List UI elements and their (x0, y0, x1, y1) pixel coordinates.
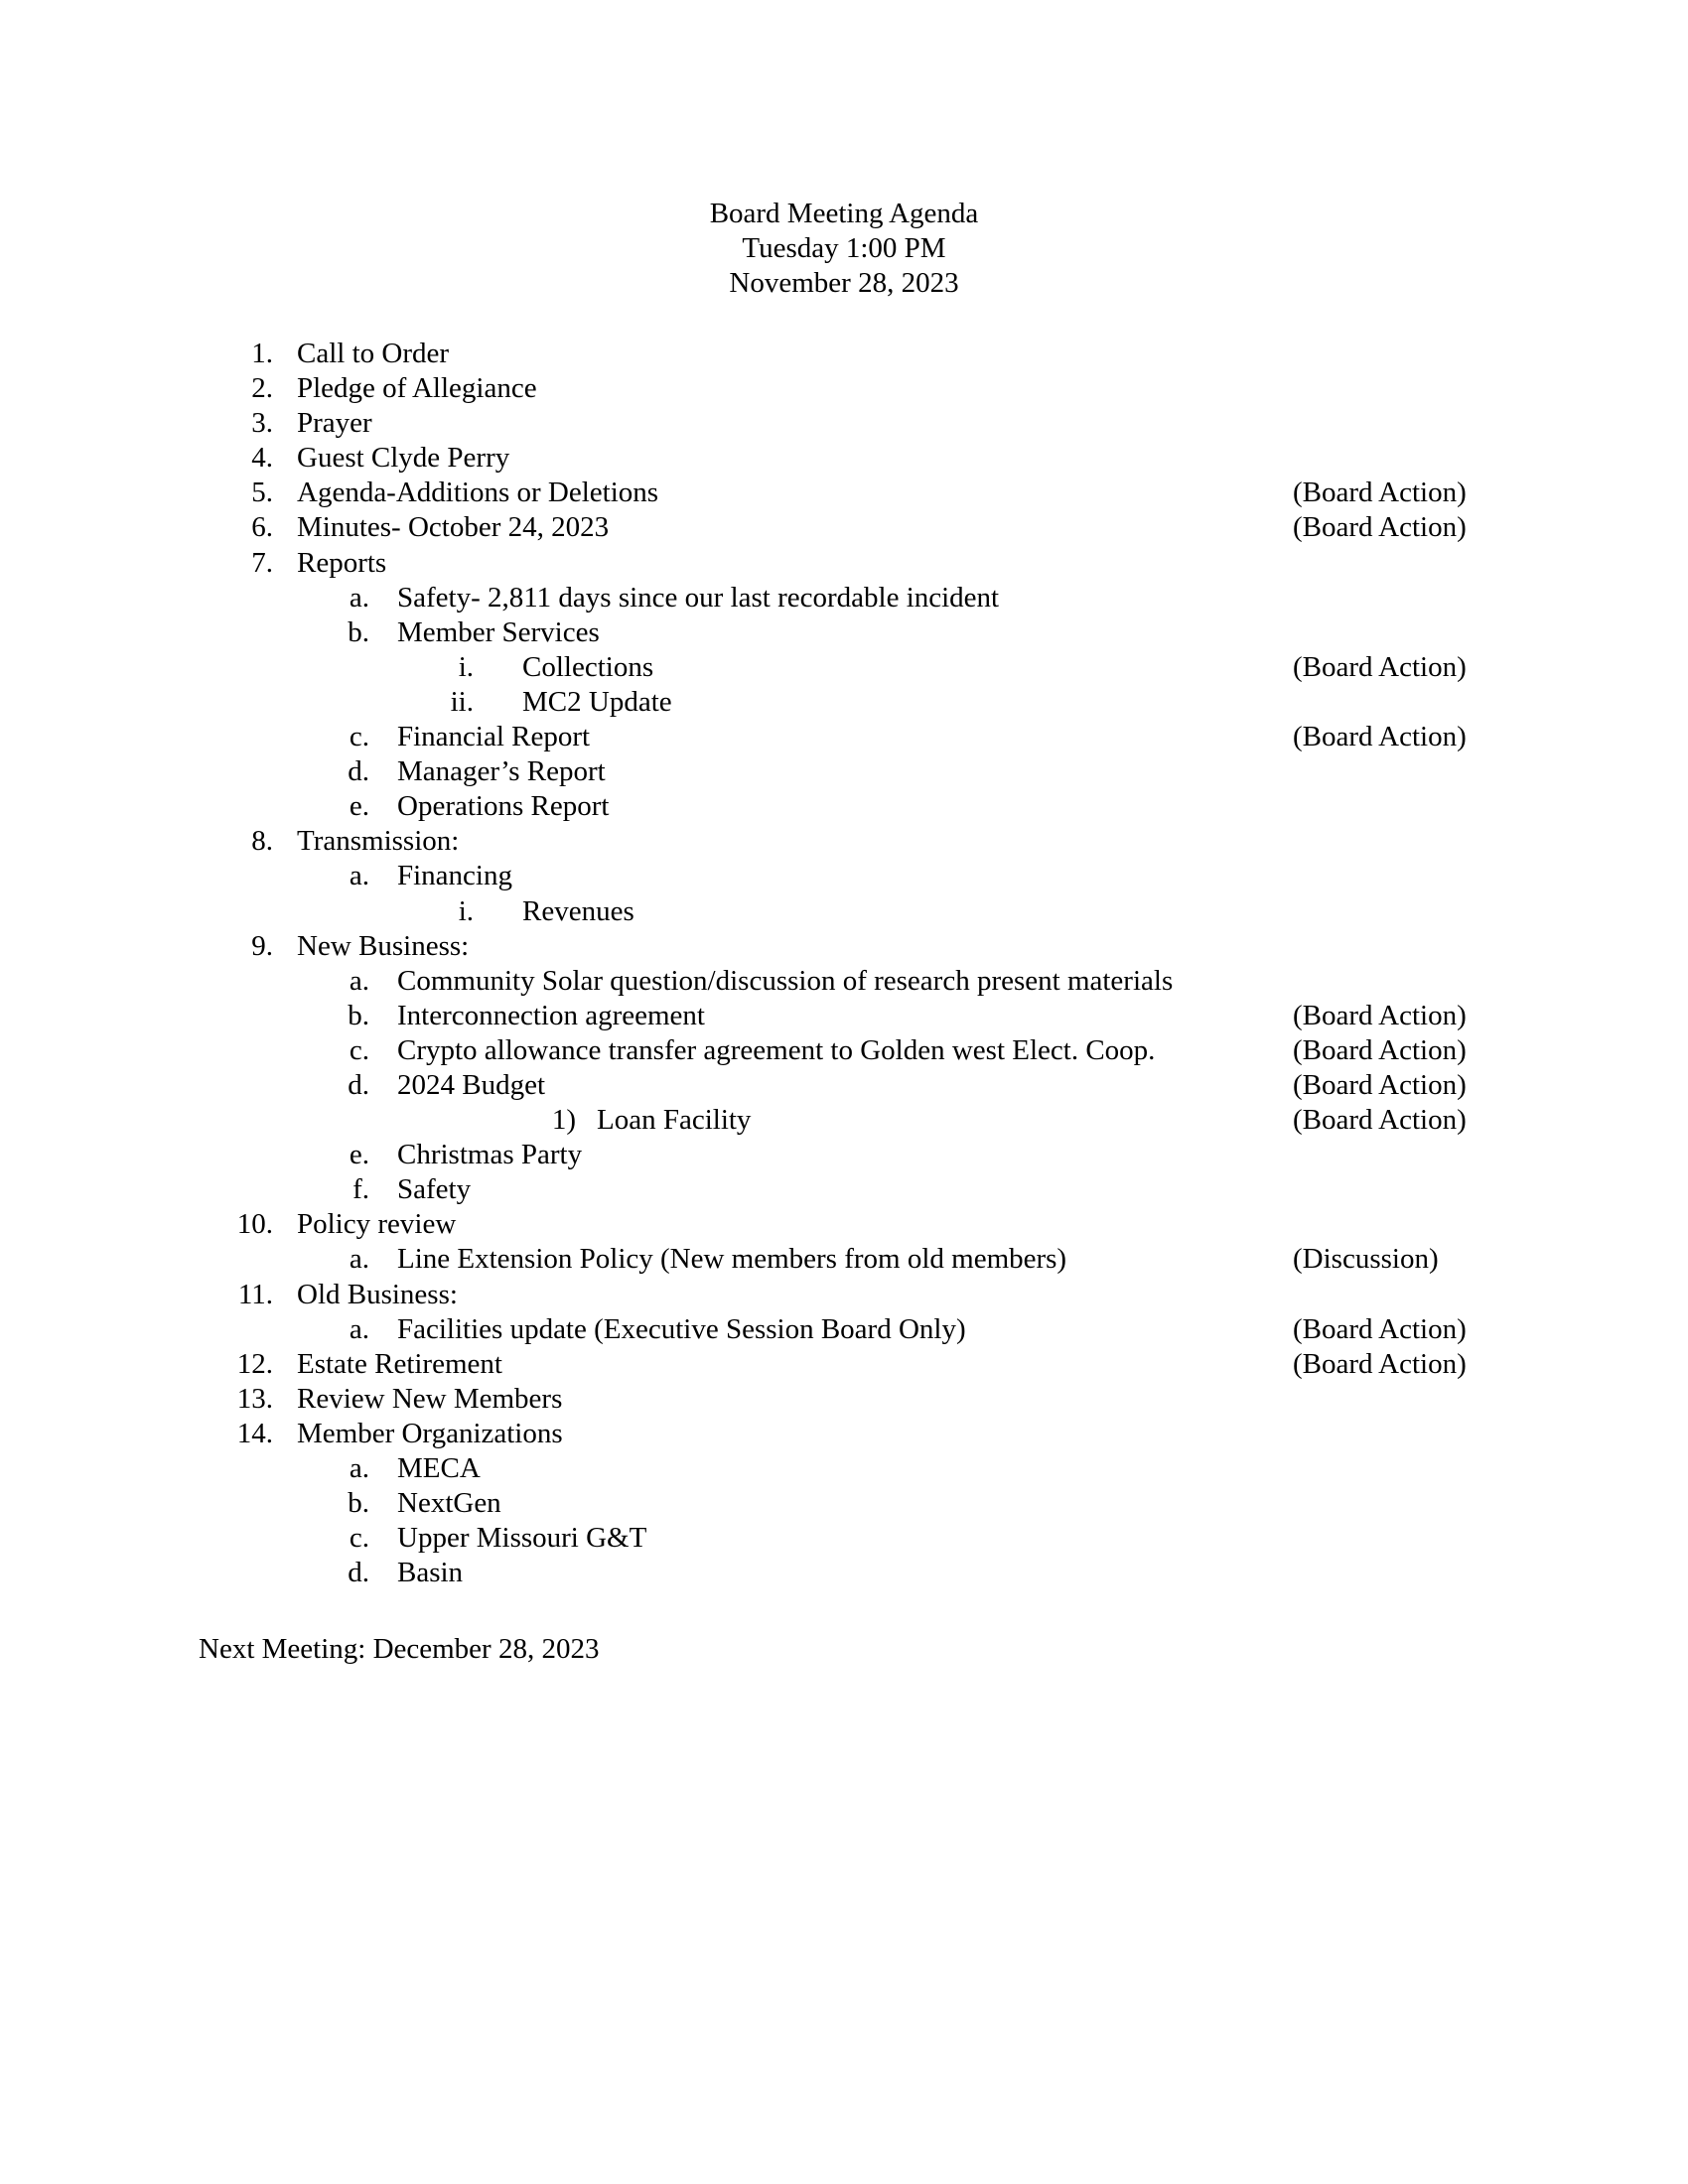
agenda-item (0, 615, 1688, 650)
agenda-item-action: (Board Action) (1293, 1068, 1467, 1101)
agenda-item-action: (Board Action) (1293, 1347, 1467, 1380)
agenda-item-number: c. (349, 721, 369, 753)
agenda-item-text: Loan Facility (597, 1104, 752, 1137)
agenda-item-text: MC2 Update (522, 685, 672, 718)
agenda-item-number: a. (349, 860, 369, 892)
document-title: Board Meeting Agenda (709, 198, 979, 229)
agenda-item-text: Reports (297, 546, 387, 579)
agenda-item-number: 4. (251, 442, 273, 475)
agenda-item-number: a. (349, 1243, 369, 1276)
agenda-item-number: i. (458, 650, 474, 683)
agenda-item (0, 546, 1688, 581)
agenda-item-number: 11. (237, 1278, 273, 1310)
agenda-item-text: Line Extension Policy (New members from old members) (397, 1243, 1067, 1276)
agenda-item (0, 894, 1688, 929)
agenda-item (0, 1382, 1688, 1417)
agenda-item-text: Manager’s Report (397, 755, 606, 788)
agenda-list (0, 337, 1688, 1590)
agenda-item-text: Transmission: (297, 825, 460, 858)
agenda-item-text: Pledge of Allegiance (297, 372, 537, 405)
agenda-item (0, 650, 1688, 685)
agenda-item-number: a. (349, 581, 369, 614)
meeting-time: Tuesday 1:00 PM (742, 232, 946, 264)
agenda-item-number: d. (348, 1068, 369, 1101)
agenda-item (0, 964, 1688, 999)
agenda-item-text: Review New Members (297, 1382, 563, 1415)
agenda-item-text: Christmas Party (397, 1139, 583, 1171)
agenda-item (0, 1278, 1688, 1312)
agenda-item-text: Revenues (522, 894, 634, 927)
agenda-item-text: 2024 Budget (397, 1068, 546, 1101)
agenda-item-number: 13. (236, 1382, 273, 1415)
agenda-item (0, 929, 1688, 964)
agenda-item-text: Safety- 2,811 days since our last recordable incident (397, 581, 1000, 614)
agenda-item-text: Crypto allowance transfer agreement to Golden west Elect. Coop. (397, 1033, 1156, 1066)
agenda-item (0, 1521, 1688, 1556)
agenda-item-number: b. (348, 615, 369, 648)
agenda-item (0, 1486, 1688, 1521)
agenda-item-action: (Board Action) (1293, 1312, 1467, 1345)
agenda-item-number: 10. (236, 1208, 273, 1241)
agenda-item (0, 824, 1688, 859)
agenda-item-number: ii. (450, 685, 474, 718)
agenda-item-number: a. (349, 964, 369, 997)
agenda-item-action: (Board Action) (1293, 1104, 1467, 1137)
agenda-item-number: 1. (251, 338, 273, 369)
agenda-item (0, 1312, 1688, 1347)
agenda-item-text: Agenda-Additions or Deletions (297, 477, 659, 509)
agenda-item-action: (Board Action) (1293, 999, 1467, 1031)
agenda-item-text: NextGen (397, 1487, 501, 1520)
agenda-item-number: c. (349, 1522, 369, 1555)
agenda-item (0, 441, 1688, 476)
agenda-item-text: Minutes- October 24, 2023 (297, 511, 610, 544)
agenda-item-number: 3. (251, 407, 273, 440)
agenda-item-action: (Board Action) (1293, 1033, 1467, 1066)
agenda-item (0, 476, 1688, 510)
agenda-item-action: (Board Action) (1293, 721, 1467, 753)
agenda-item (0, 406, 1688, 441)
agenda-item-number: 1) (551, 1104, 576, 1137)
agenda-item-number: b. (348, 999, 369, 1031)
agenda-item-action: (Board Action) (1293, 650, 1467, 683)
agenda-item-number: 8. (251, 825, 273, 858)
agenda-item-number: 6. (251, 511, 273, 544)
agenda-item-number: 14. (236, 1417, 273, 1449)
agenda-item-text: Member Organizations (297, 1417, 563, 1449)
agenda-item-number: 5. (251, 477, 273, 509)
agenda-item-number: i. (458, 894, 474, 927)
agenda-item (0, 685, 1688, 720)
agenda-item-text: Facilities update (Executive Session Board Only) (397, 1312, 966, 1345)
meeting-date: November 28, 2023 (729, 267, 959, 299)
agenda-item-number: e. (349, 1139, 369, 1171)
agenda-item (0, 581, 1688, 615)
agenda-item-text: Financing (397, 860, 512, 892)
agenda-item (0, 1068, 1688, 1103)
agenda-item-number: f. (352, 1173, 369, 1206)
agenda-item-number: 12. (236, 1347, 273, 1380)
agenda-item (0, 337, 1688, 371)
agenda-item-text: Interconnection agreement (397, 999, 705, 1031)
agenda-item (0, 999, 1688, 1033)
agenda-item-text: Upper Missouri G&T (397, 1522, 647, 1555)
agenda-item-text: Basin (397, 1557, 464, 1589)
agenda-item-text: MECA (397, 1452, 481, 1484)
agenda-item (0, 1103, 1688, 1138)
agenda-item (0, 789, 1688, 824)
agenda-item-number: b. (348, 1487, 369, 1520)
agenda-item-action: (Board Action) (1293, 477, 1467, 509)
agenda-item (0, 720, 1688, 754)
agenda-item (0, 1451, 1688, 1486)
agenda-item-number: 2. (251, 372, 273, 405)
agenda-item-number: c. (349, 1033, 369, 1066)
agenda-item (0, 1172, 1688, 1207)
agenda-item (0, 1242, 1688, 1277)
agenda-item-text: Collections (522, 650, 654, 683)
agenda-item-text: Safety (397, 1173, 472, 1206)
agenda-item (0, 859, 1688, 893)
agenda-item (0, 1033, 1688, 1068)
agenda-item-text: Estate Retirement (297, 1347, 502, 1380)
agenda-item-text: New Business: (297, 929, 470, 962)
agenda-item-text: Community Solar question/discussion of research present materials (397, 964, 1174, 997)
agenda-item-number: d. (348, 1557, 369, 1589)
agenda-item-number: a. (349, 1452, 369, 1484)
agenda-item-text: Prayer (297, 407, 372, 440)
agenda-item (0, 754, 1688, 789)
agenda-item-action: (Discussion) (1293, 1243, 1439, 1276)
agenda-item (0, 1138, 1688, 1172)
agenda-item-text: Financial Report (397, 721, 591, 753)
agenda-item-number: e. (349, 790, 369, 823)
agenda-header (0, 197, 1688, 301)
agenda-item (0, 1347, 1688, 1382)
agenda-item-text: Operations Report (397, 790, 610, 823)
agenda-item-number: 7. (251, 546, 273, 579)
agenda-item-text: Member Services (397, 615, 600, 648)
agenda-item-text: Call to Order (297, 338, 450, 369)
next-meeting: Next Meeting: December 28, 2023 (199, 1633, 600, 1665)
agenda-item (0, 510, 1688, 545)
agenda-item-action: (Board Action) (1293, 511, 1467, 544)
agenda-item (0, 371, 1688, 406)
agenda-item (0, 1207, 1688, 1242)
agenda-item-number: a. (349, 1312, 369, 1345)
agenda-item (0, 1556, 1688, 1590)
agenda-item-text: Old Business: (297, 1278, 458, 1310)
agenda-item (0, 1417, 1688, 1451)
agenda-item-text: Policy review (297, 1208, 457, 1241)
agenda-item-text: Guest Clyde Perry (297, 442, 510, 475)
agenda-item-number: d. (348, 755, 369, 788)
agenda-item-number: 9. (251, 929, 273, 962)
